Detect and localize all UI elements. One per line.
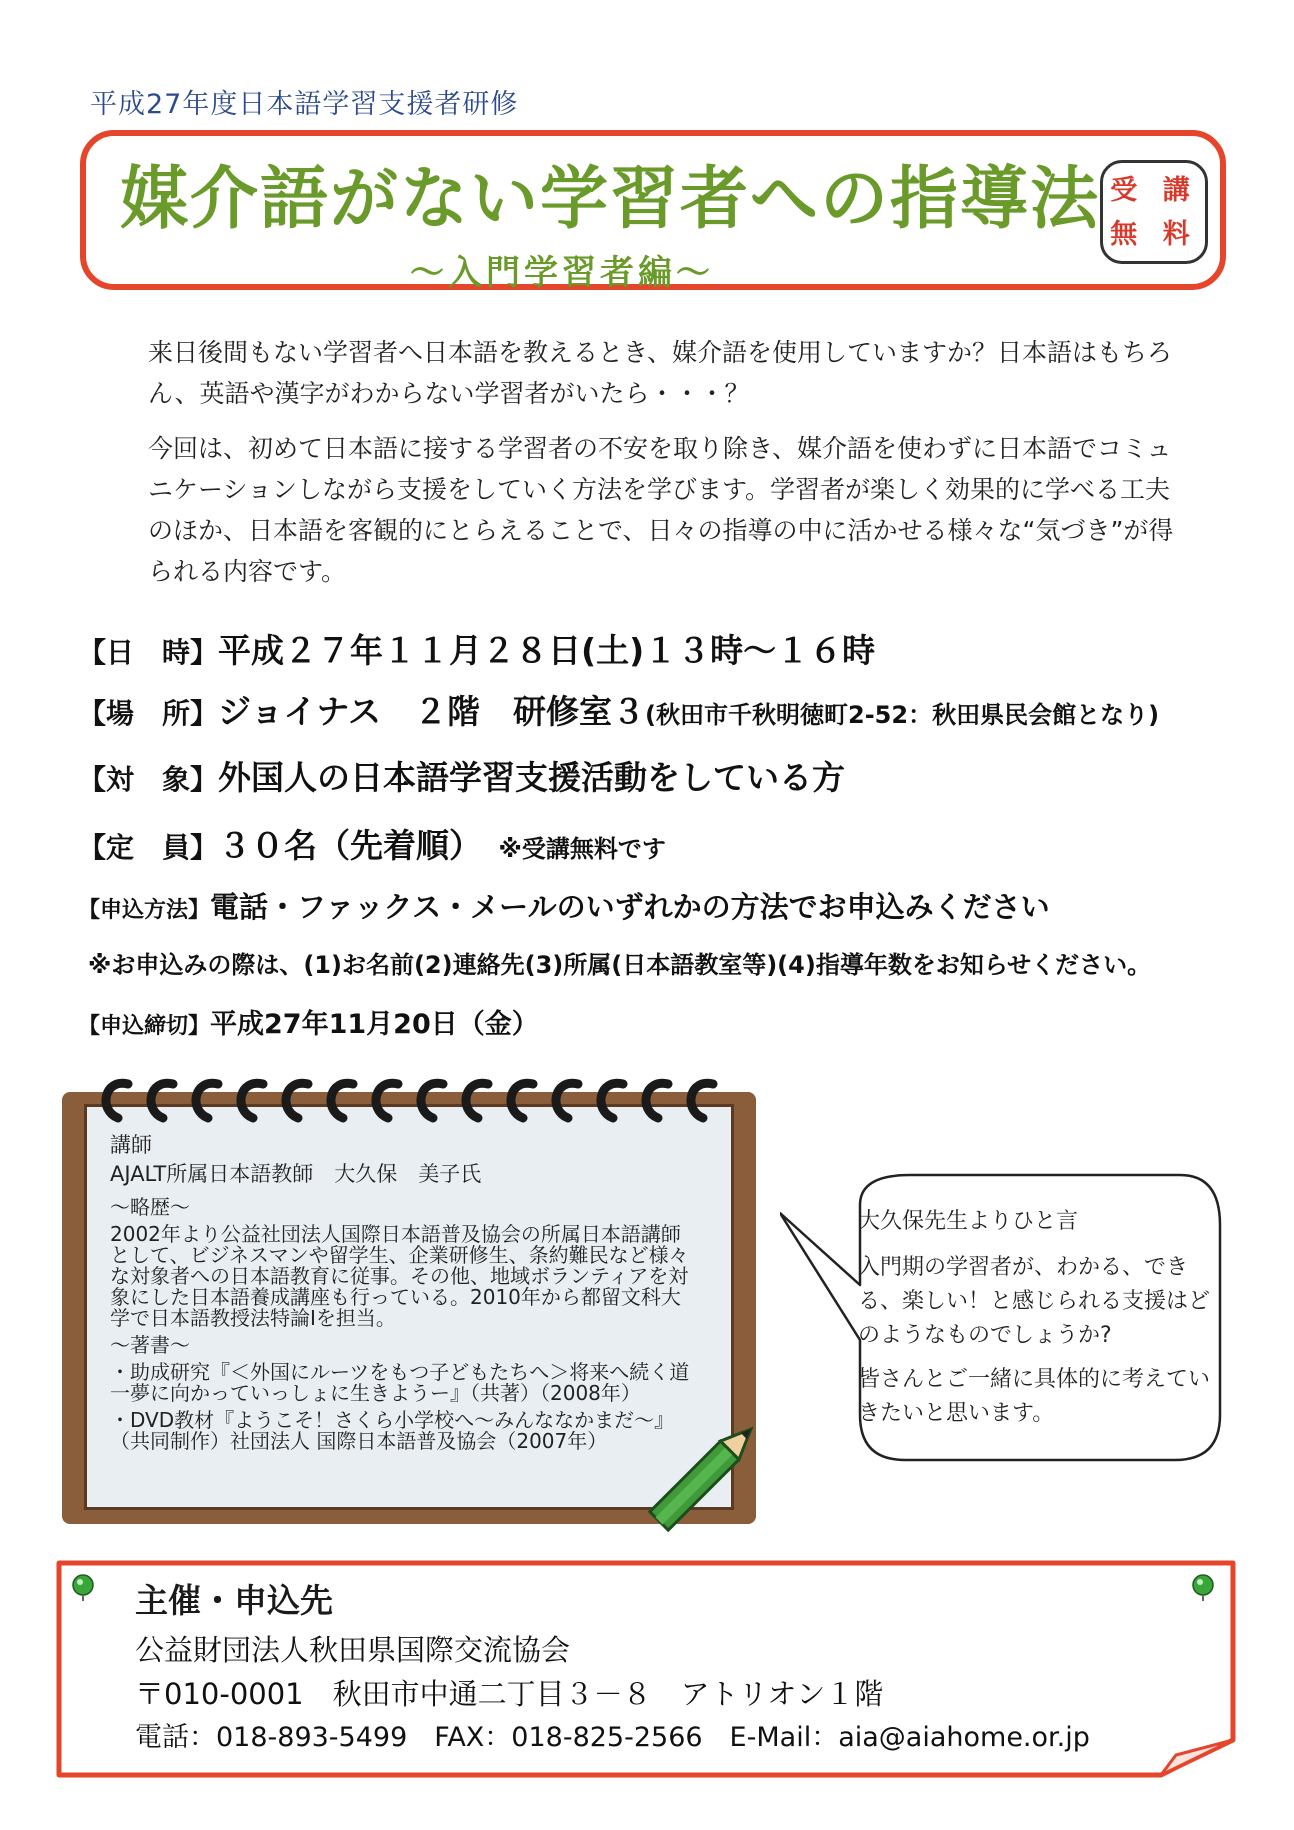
message-p1: 入門期の学習者が、わかる、できる、楽しい！と感じられる支援はどのようなものでしょうか? <box>858 1255 1211 1348</box>
target-value: 外国人の日本語学習支援活動をしている方 <box>218 758 846 797</box>
message-heading: 大久保先生よりひと言 <box>858 1209 1079 1234</box>
datetime-row <box>78 625 875 672</box>
work-item-1: ・助成研究『＜外国にルーツをもつ子どもたちへ＞将来へ続く道一夢に向かっていっしょに生きようー』（共著）（2008年） <box>110 1360 690 1405</box>
free-badge <box>1100 160 1208 264</box>
works-heading: ～著書～ <box>110 1333 190 1357</box>
page-subtitle: ～入門学習者編～ <box>410 253 714 293</box>
capacity-value: ３０名（先着順） <box>218 826 466 865</box>
pin-icon-left <box>68 1572 98 1602</box>
notebook-rings <box>96 1070 726 1130</box>
free-badge-line1: 受 講 <box>1110 175 1198 206</box>
free-badge-line2: 無 料 <box>1110 219 1198 250</box>
work-item-2: ・DVD教材『ようこそ！さくら小学校へ～みんななかまだ～』（共同制作）社団法人 国際日本語普及協会（2007年） <box>110 1408 675 1453</box>
method-value: 電話・ファックス・メールのいずれかの方法でお申込みください <box>210 890 1050 924</box>
deadline-label: 【申込締切】 <box>78 1014 211 1039</box>
method-label: 【申込方法】 <box>78 898 211 923</box>
program-name: 平成27年度日本語学習支援者研修 <box>90 89 519 120</box>
message-p2: 皆さんとご一緒に具体的に考えていきたいと思います。 <box>858 1367 1211 1426</box>
intro-text-2: 今回は、初めて日本語に接する学習者の不安を取り除き、媒介語を使わずに日本語でコミュニケーションしながら支援をしていく方法を学びます。学習者が楽しく効果的に学べる工夫のほか、日本語を客観的にとらえることで、日々の指導の中に活かせる様々な“気づき”が得られる内容です。 <box>148 434 1174 586</box>
organizer-title: 主催・申込先 <box>135 1581 333 1620</box>
instructor-heading: 講師 <box>110 1133 152 1157</box>
intro-paragraph-2 <box>122 428 1182 592</box>
capacity-label: 【定 員】 <box>78 831 219 864</box>
capacity-note: ※受講無料です <box>498 835 666 863</box>
capacity-row <box>78 820 666 867</box>
intro-paragraph-1 <box>122 332 1182 414</box>
method-note: ※お申込みの際は、(1)お名前(2)連絡先(3)所属(日本語教室等)(4)指導年数をお知らせください。 <box>88 951 1152 979</box>
place-row <box>78 686 1159 733</box>
target-row <box>78 752 845 799</box>
history-heading: ～略歴～ <box>110 1195 190 1219</box>
pin-icon-right <box>1188 1572 1218 1602</box>
place-note: (秋田市千秋明徳町2-52：秋田県民会館となり) <box>645 701 1160 729</box>
deadline-value: 平成27年11月20日（金） <box>210 1009 539 1040</box>
datetime-value: 平成２７年１１月２８日(土)１３時～１６時 <box>218 631 876 670</box>
organizer-address: 〒010-0001 秋田市中通二丁目３－８ アトリオン１階 <box>135 1677 884 1711</box>
page-title: 媒介語がない学習者への指導法 <box>120 159 1101 239</box>
instructor-profile <box>110 1135 700 1458</box>
datetime-label: 【日 時】 <box>78 636 219 669</box>
organizer-contact: 電話：018-893-5499 FAX：018-825-2566 E-Mail：aia@aiahome.or.jp <box>135 1722 1090 1753</box>
message-text <box>858 1205 1218 1441</box>
instructor-name: AJALT所属日本語教師 大久保 美子氏 <box>110 1162 482 1186</box>
target-label: 【対 象】 <box>78 763 219 796</box>
place-label: 【場 所】 <box>78 697 219 730</box>
pencil-icon <box>620 1390 790 1560</box>
intro-text-1: 来日後間もない学習者へ日本語を教えるとき、媒介語を使用していますか？日本語はもちろん、英語や漢字がわからない学習者がいたら・・・？ <box>148 338 1173 408</box>
method-row <box>78 885 1050 926</box>
deadline-row <box>78 1002 539 1041</box>
history-text: 2002年より公益社団法人国際日本語普及協会の所属日本語講師として、ビジネスマンや留学生、企業研修生、条約難民など様々な対象者への日本語教育に従事。その他、地域ボランティアを対象にした日本語養成講座も行っている。2010年から都留文科大学で日本語教授法特論Ⅰを担当。 <box>110 1222 689 1330</box>
organizer-name: 公益財団法人秋田県国際交流協会 <box>135 1633 571 1667</box>
place-value: ジョイナス ２階 研修室３ <box>218 692 646 731</box>
